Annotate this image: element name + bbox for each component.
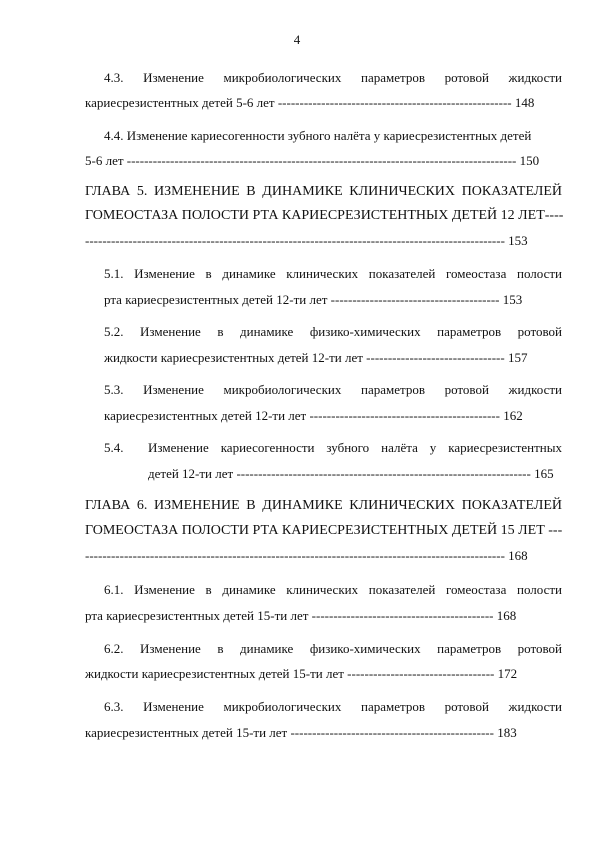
toc-entry-6-1-page: рта кариесрезистентных детей 15-ти лет ------------------------------------------ 168 [85,608,517,623]
toc-entry-5-3-title: 5.3. Изменение микробиологических параметров ротовой жидкости [104,382,562,397]
toc-entry-6-3-title: 6.3. Изменение микробиологических параметров ротовой жидкости [104,699,562,714]
toc-entry-5-1-title: 5.1. Изменение в динамике клинических показателей гомеостаза полости [104,266,562,281]
toc-entry-6-2-page: жидкости кариесрезистентных детей 15-ти лет ---------------------------------- 172 [85,666,518,681]
toc-entry-5-3-page: кариесрезистентных детей 12-ти лет -------------------------------------------- 162 [104,408,523,423]
chapter-6-heading-line2: ГОМЕОСТАЗА ПОЛОСТИ РТА КАРИЕСРЕЗИСТЕНТНЫХ ДЕТЕЙ 15 ЛЕТ --- [85,523,563,538]
toc-entry-6-1-title: 6.1. Изменение в динамике клинических показателей гомеостаза полости [104,582,562,597]
toc-entry-5-2-page: жидкости кариесрезистентных детей 12-ти лет -------------------------------- 157 [104,350,528,365]
chapter-6-page: ------------------------------------------------------------------------------------------------- 168 [85,548,528,563]
toc-entry-5-1-page: рта кариесрезистентных детей 12-ти лет --------------------------------------- 153 [104,292,523,307]
toc-entry-5-4-page: детей 12-ти лет -------------------------------------------------------------------- 165 [148,466,554,481]
toc-entry-5-4-number: 5.4. [104,440,124,455]
toc-entry-4-4-page: 5-6 лет ------------------------------------------------------------------------------------------ 150 [85,153,540,168]
chapter-5-heading-line1: ГЛАВА 5. ИЗМЕНЕНИЕ В ДИНАМИКЕ КЛИНИЧЕСКИХ ПОКАЗАТЕЛЕЙ [85,184,562,199]
chapter-5-page: ------------------------------------------------------------------------------------------------- 153 [85,233,528,248]
toc-entry-5-2-title: 5.2. Изменение в динамике физико-химических параметров ротовой [104,324,562,339]
toc-entry-4-3-title: 4.3. Изменение микробиологических параметров ротовой жидкости [104,70,562,85]
toc-entry-4-4-title: 4.4. Изменение кариесогенности зубного налёта у кариесрезистентных детей [104,128,532,143]
toc-entry-6-3-page: кариесрезистентных детей 15-ти лет ----------------------------------------------- 183 [85,725,517,740]
page-number: 4 [293,32,301,47]
chapter-5-heading-line2: ГОМЕОСТАЗА ПОЛОСТИ РТА КАРИЕСРЕЗИСТЕНТНЫХ ДЕТЕЙ 12 ЛЕТ---- [85,208,564,223]
toc-entry-6-2-title: 6.2. Изменение в динамике физико-химических параметров ротовой [104,641,562,656]
toc-entry-4-3-page: кариесрезистентных детей 5-6 лет ------------------------------------------------------ 148 [85,95,535,110]
chapter-6-heading-line1: ГЛАВА 6. ИЗМЕНЕНИЕ В ДИНАМИКЕ КЛИНИЧЕСКИХ ПОКАЗАТЕЛЕЙ [85,498,562,513]
toc-entry-5-4-title: Изменение кариесогенности зубного налёта у кариесрезистентных [148,440,562,455]
